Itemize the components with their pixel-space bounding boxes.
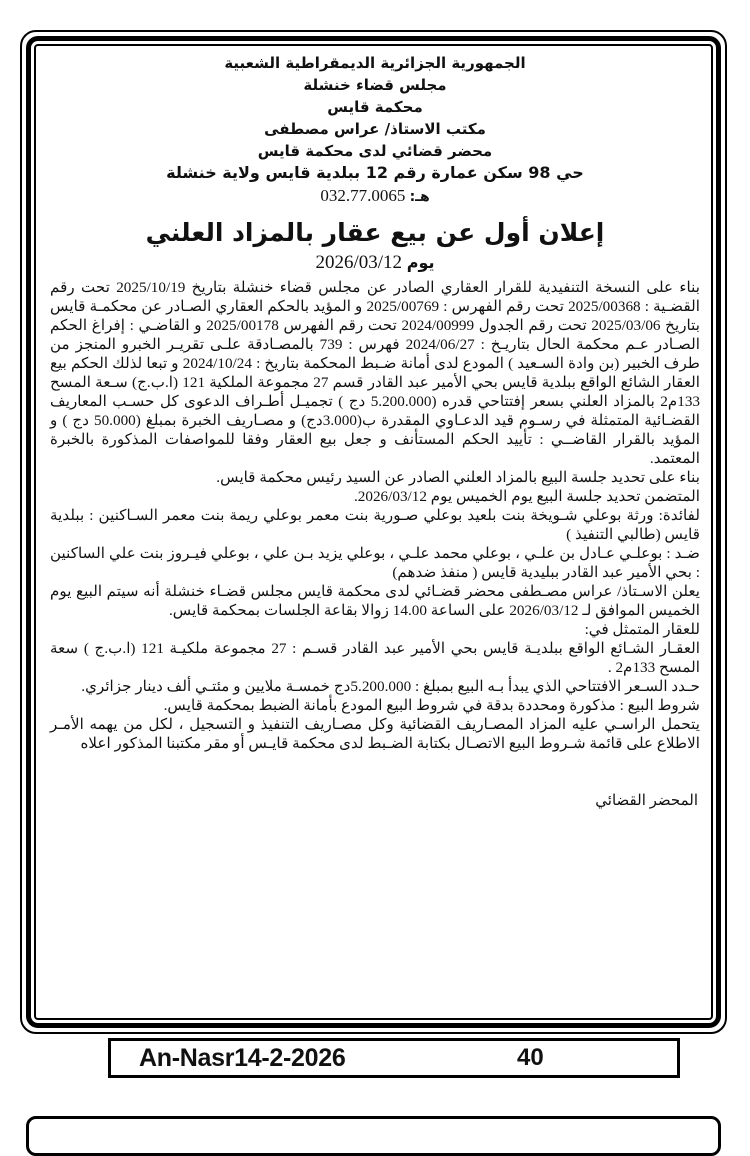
country-name: الجمهورية الجزائرية الديمقراطية الشعبية xyxy=(224,54,526,72)
court-council: مجلس قضاء خنشلة xyxy=(303,76,447,94)
body-paragraph: المتضمن تحديد جلسة البيع يوم الخميس يوم 2026/03/12. xyxy=(353,488,700,505)
announcement-body xyxy=(50,278,700,753)
sale-date-value: 2026/03/12 xyxy=(315,252,403,273)
issuer-header xyxy=(50,52,700,208)
body-paragraph: بناء على تحديد جلسة البيع بالمزاد العلني الصادر عن السيد رئيس محكمة قايس. xyxy=(216,469,700,486)
body-paragraph: يتحمل الراسـي عليه المزاد المصـاريف القضائية وكل مصـاريف التنفيذ و التسجيل ، لكل من يهمه الأمـر الاطلاع على قائمة شـروط البيع الاتصـال بكتابة الضـبط لدى محكمة قايـس أو مقر مكتبنا المذكور اعلاه xyxy=(50,716,700,752)
signature: المحضر القضائي xyxy=(595,793,698,809)
body-paragraph: حـدد السـعر الافتتاحي الذي يبدأ بـه البيع بمبلغ : 5.200.000دج خمسـة ملايين و مئتـي ألف دينار جزائري. xyxy=(81,678,700,695)
body-paragraph: العقـار الشـائع الواقع ببلديـة قايس بحي الأمير عبد القادر قسـم : 27 مجموعة ملكيـة 121 (ا.ب.ج ) سعة المسح 133م2 . xyxy=(50,640,700,676)
bailiff-title: محضر قضائي لدى محكمة قايس xyxy=(257,142,493,160)
office-name: مكتب الاستاذ/ عراس مصطفى xyxy=(264,120,486,138)
announcement-title: إعلان أول عن بيع عقار بالمزاد العلني xyxy=(145,218,605,247)
office-phone xyxy=(50,185,700,208)
court-name: محكمة قايس xyxy=(327,98,423,116)
page-footer xyxy=(108,1038,680,1078)
office-address: حي 98 سكن عمارة رقم 12 ببلدية قايس ولاية خنشلة xyxy=(166,163,584,182)
announcement xyxy=(50,52,700,810)
next-section-frame xyxy=(26,1116,721,1156)
body-paragraph: لفائدة: ورثة بوعلي شـويخة بنت بلعيد بوعلي صـورية بنت معمر بوعلي ريمة بنت معمر السـاكنين : ببلدية قايس (طالبي التنفيذ ) xyxy=(50,507,700,543)
body-paragraph: للعقار المتمثل في: xyxy=(584,621,700,638)
body-paragraph: يعلن الاسـتاذ/ عراس مصـطفى محضر قضـائي لدى محكمة قايس مجلس قضـاء خنشلة أنه سيتم البيع يوم الخميس الموافق لـ 2026/03/12 على الساعة 14.00 زوالا بقاعة الجلسات بمحكمة قايس. xyxy=(50,583,700,619)
body-paragraph: شروط البيع : مذكورة ومحددة بدقة في شروط البيع المودع بأمانة الضبط بمحكمة قايس. xyxy=(163,697,700,714)
sale-date xyxy=(50,250,700,276)
body-paragraph: ضـد : بوعلـي عـادل بن علـي ، بوعلي محمد علـي ، بوعلي يزيد بـن علي ، بوعلي فيـروز بنت علي الساكنين : بحي الأمير عبد القادر ببليدية قايس ( منفذ ضدهم) xyxy=(50,545,700,581)
body-paragraph: بناء على النسخة التنفيدية للقرار العقاري الصادر عن مجلس قضاء خنشلة بتاريخ 2025/10/19 تحت رقم القضـية : 2025/00368 تحت رقم الفهرس : 2025/00769 و المؤيد بالحكم العقاري الصـادر عن محكمـة قايس بتاريخ 2025/03/06 تحت رقم الجدول 2024/00999 تحت رقم الفهرس 2025/00178 و القاضـي : إفراغ الحكم الصـادر عـم محكمة الحال بتاريـخ : 2024/06/27 فهرس : 739 بالمصـادقة علـى تقريـر الخبرو المنجز من طرف الخبير (بن وادة السـعيد ) المودع لدى أمانة ضـبط المحكمة بتاريخ : 2024/10/24 و تبعا لذلك الحكم بيع العقار الشائع الواقع ببلدية قايس بحي الأمير عبد القادر قسم 27 مجموعة الملكية 121 (ا.ب.ج) سـعة المسح 133م2 بالمزاد العلني بسعر إفتتاحي قدره (5.200.000 دج ) تجميـل أطـراف الدعوى كل حسـب المعاريف القضـائية المتمثلة في رسـوم قيد الدعـاوي المقدرة ب(3.000دج) و مصـاريف الخبرة بمبلغ (50.000 دج ) و المؤيد بالقرار القاضــي : تأييد الحكم المستأنف و جعل بيع العقار وفقا للمواصفات المذكورة بالخبرة المعتمد. xyxy=(50,279,701,467)
phone-number: 032.77.0065 xyxy=(320,186,406,205)
page-number: 40 xyxy=(517,1044,544,1071)
sale-date-label: يوم xyxy=(406,253,435,272)
publication-date: An-Nasr14-2-2026 xyxy=(139,1043,346,1072)
phone-label: هـ: xyxy=(409,189,430,205)
